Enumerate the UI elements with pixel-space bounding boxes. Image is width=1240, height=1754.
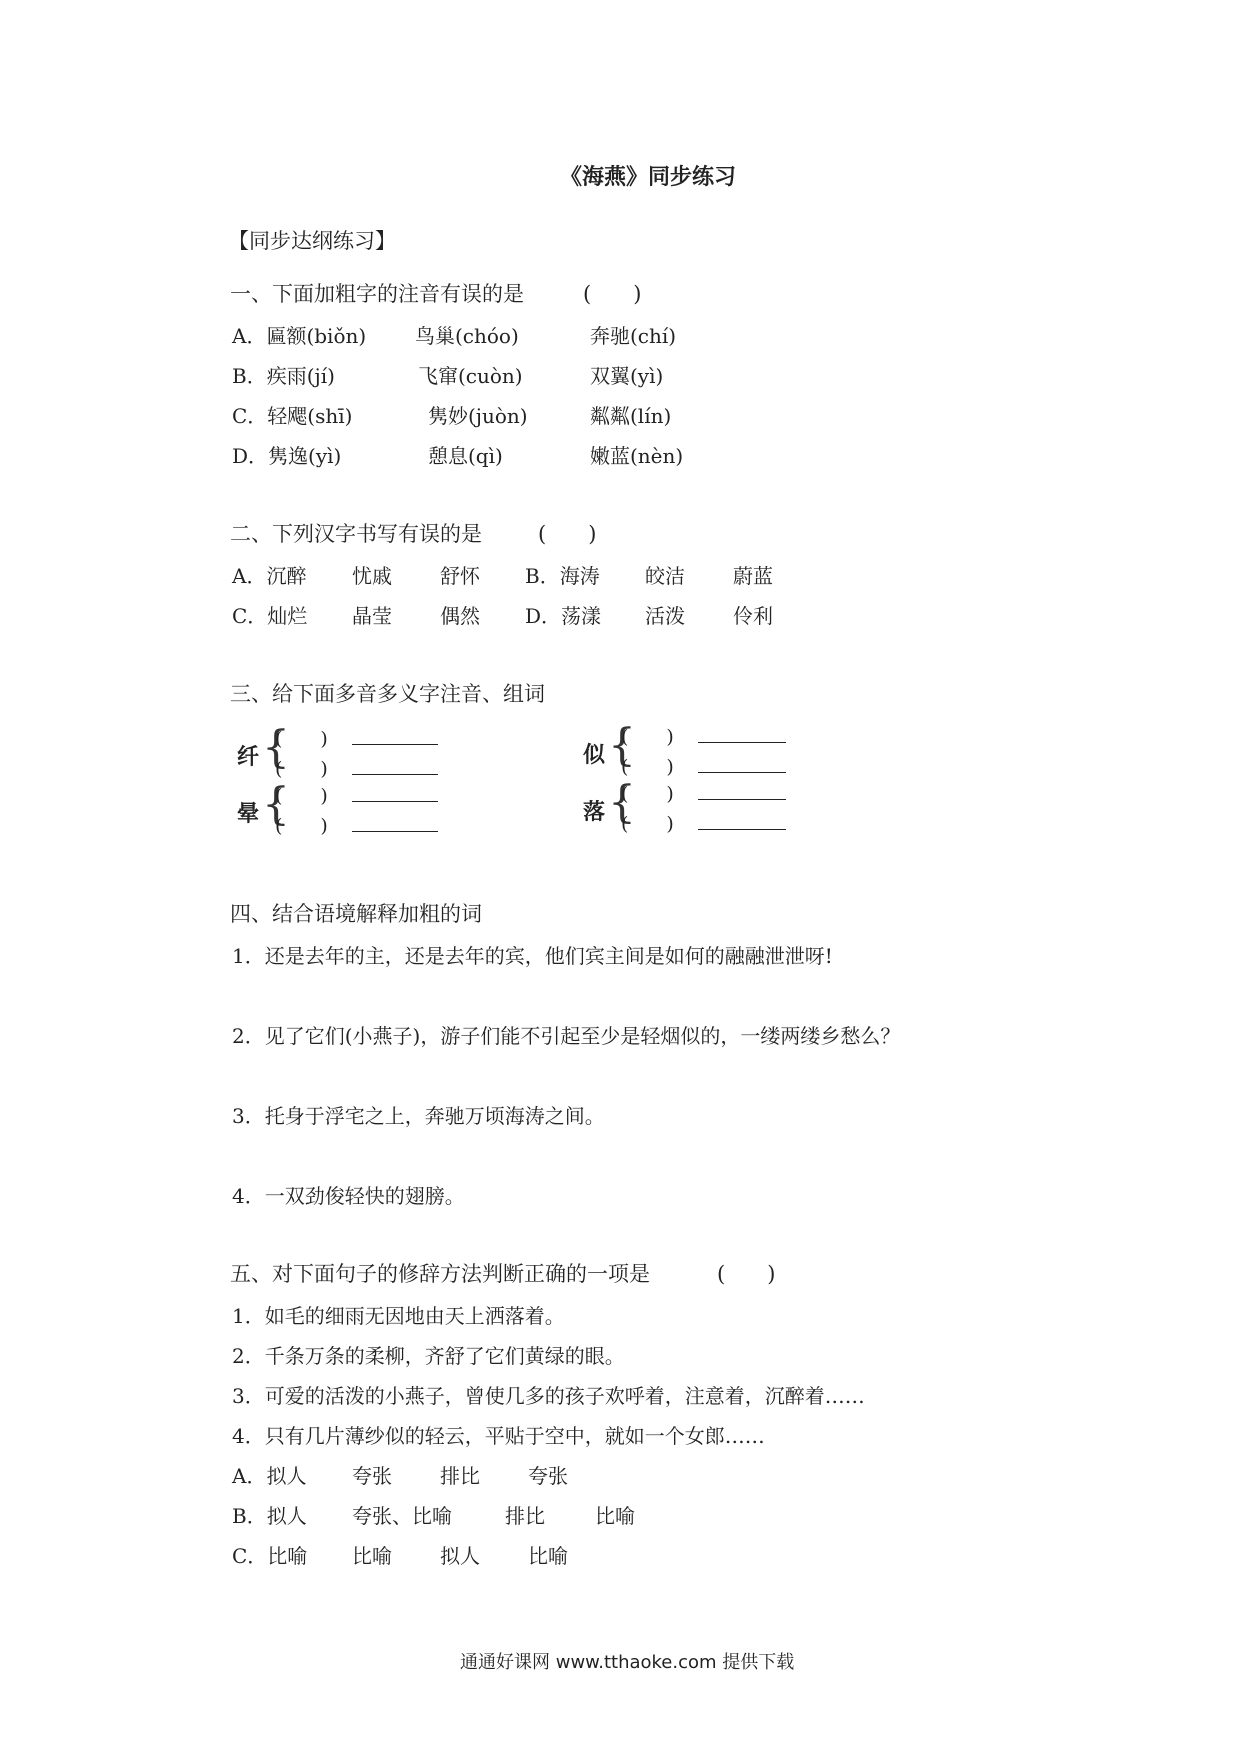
q3-luo-paren-2: ( ) [621,813,674,835]
q3-char-xian: 纤 [237,744,260,770]
q3-char-si: 似 [583,742,606,768]
footer-credit: 通通好课网 www.tthaoke.com 提供下载 [460,1652,795,1673]
q3-char-luo: 落 [583,799,606,825]
q1-row-a-3: 奔驰(chí) [590,324,677,348]
q3-brace-yun: { [262,779,290,830]
q5-opt-a-1: A．拟人 [232,1464,307,1488]
q3-xian-paren-2: ( ) [275,758,328,780]
q2-row1-3: 舒怀 [440,564,480,588]
q4-item-4: 4．一双劲俊轻快的翅膀。 [232,1184,465,1208]
q3-si-blank-2[interactable] [698,772,786,773]
q3-brace-xian: { [262,722,290,773]
q3-xian-paren-1: ( ) [275,728,328,750]
q3-luo-paren-1: ( ) [621,783,674,805]
q4-item-2: 2．见了它们(小燕子)，游子们能不引起至少是轻烟似的，一缕两缕乡愁么？ [232,1024,901,1048]
q3-yun-paren-1: ( ) [275,785,328,807]
q1-row-c-3: 粼粼(lín) [590,404,672,428]
q2-row1-1: A．沉醉 [232,564,307,588]
q5-opt-a-3: 排比 [440,1464,480,1488]
q5-opt-a-2: 夸张 [352,1464,392,1488]
q2-row2-1: C．灿烂 [232,604,308,628]
q4-prompt: 四、结合语境解释加粗的词 [230,902,482,926]
q2-answer-paren: ( ) [538,522,597,546]
q3-luo-blank-2[interactable] [698,829,786,830]
q5-opt-a-4: 夸张 [528,1464,568,1488]
q1-row-d-3: 嫩蓝(nèn) [590,444,684,468]
q5-opt-b-1: B．拟人 [232,1504,307,1528]
q5-prompt: 五、对下面句子的修辞方法判断正确的一项是 [230,1262,650,1286]
q3-xian-blank-2[interactable] [352,774,438,775]
q2-prompt: 二、下列汉字书写有误的是 [230,522,482,546]
q3-char-yun: 晕 [237,801,260,827]
q1-row-a-1: A．匾额(biǒn) [232,324,367,348]
page-title: 《海燕》同步练习 [560,165,737,190]
q5-item-1: 1．如毛的细雨无因地由天上洒落着。 [232,1304,565,1328]
q1-row-a-2: 鸟巢(chóo) [415,324,519,348]
q1-row-b-2: 飞窜(cuòn) [418,364,523,388]
q5-opt-b-2: 夸张、比喻 [352,1504,452,1528]
q1-row-b-3: 双翼(yì) [590,364,664,388]
q1-row-b-1: B．疾雨(jí) [232,364,335,388]
q5-item-2: 2．千条万条的柔柳，齐舒了它们黄绿的眼。 [232,1344,625,1368]
q2-row1-4: B．海涛 [525,564,600,588]
q2-row2-3: 偶然 [440,604,480,628]
q1-prompt: 一、下面加粗字的注音有误的是 [230,282,524,306]
q5-opt-c-2: 比喻 [352,1544,392,1568]
q3-xian-blank-1[interactable] [352,744,438,745]
q2-row1-6: 蔚蓝 [733,564,773,588]
q2-row2-6: 伶利 [733,604,773,628]
q5-opt-b-3: 排比 [505,1504,545,1528]
q2-row1-2: 忧戚 [352,564,392,588]
q3-si-paren-2: ( ) [621,756,674,778]
q3-si-paren-1: ( ) [621,726,674,748]
q3-si-blank-1[interactable] [698,742,786,743]
q3-yun-blank-1[interactable] [352,801,438,802]
q1-row-d-1: D．隽逸(yì) [232,444,342,468]
q3-yun-paren-2: ( ) [275,815,328,837]
q2-row2-4: D．荡漾 [525,604,602,628]
q4-item-1: 1．还是去年的主，还是去年的宾，他们宾主间是如何的融融泄泄呀! [232,944,833,968]
q5-item-4: 4．只有几片薄纱似的轻云，平贴于空中，就如一个女郎…… [232,1424,765,1448]
q5-opt-c-1: C．比喻 [232,1544,308,1568]
q1-answer-paren: ( ) [583,282,642,306]
q2-row2-2: 晶莹 [352,604,392,628]
q4-item-3: 3．托身于浮宅之上，奔驰万顷海涛之间。 [232,1104,605,1128]
q3-brace-si: { [608,720,636,771]
q1-row-d-2: 憩息(qì) [428,444,503,468]
q5-opt-c-3: 拟人 [440,1544,480,1568]
q3-luo-blank-1[interactable] [698,799,786,800]
section-header: 【同步达纲练习】 [228,229,396,253]
q3-brace-luo: { [608,777,636,828]
q5-item-3: 3．可爱的活泼的小燕子，曾使几多的孩子欢呼着，注意着，沉醉着…… [232,1384,865,1408]
q2-row1-5: 皎洁 [645,564,685,588]
q5-opt-b-4: 比喻 [595,1504,635,1528]
q1-row-c-1: C．轻飔(shī) [232,404,353,428]
q2-row2-5: 活泼 [645,604,685,628]
q3-prompt: 三、给下面多音多义字注音、组词 [230,682,545,706]
q5-opt-c-4: 比喻 [528,1544,568,1568]
q3-yun-blank-2[interactable] [352,831,438,832]
q5-answer-paren: ( ) [717,1262,776,1286]
q1-row-c-2: 隽妙(juòn) [428,404,528,428]
